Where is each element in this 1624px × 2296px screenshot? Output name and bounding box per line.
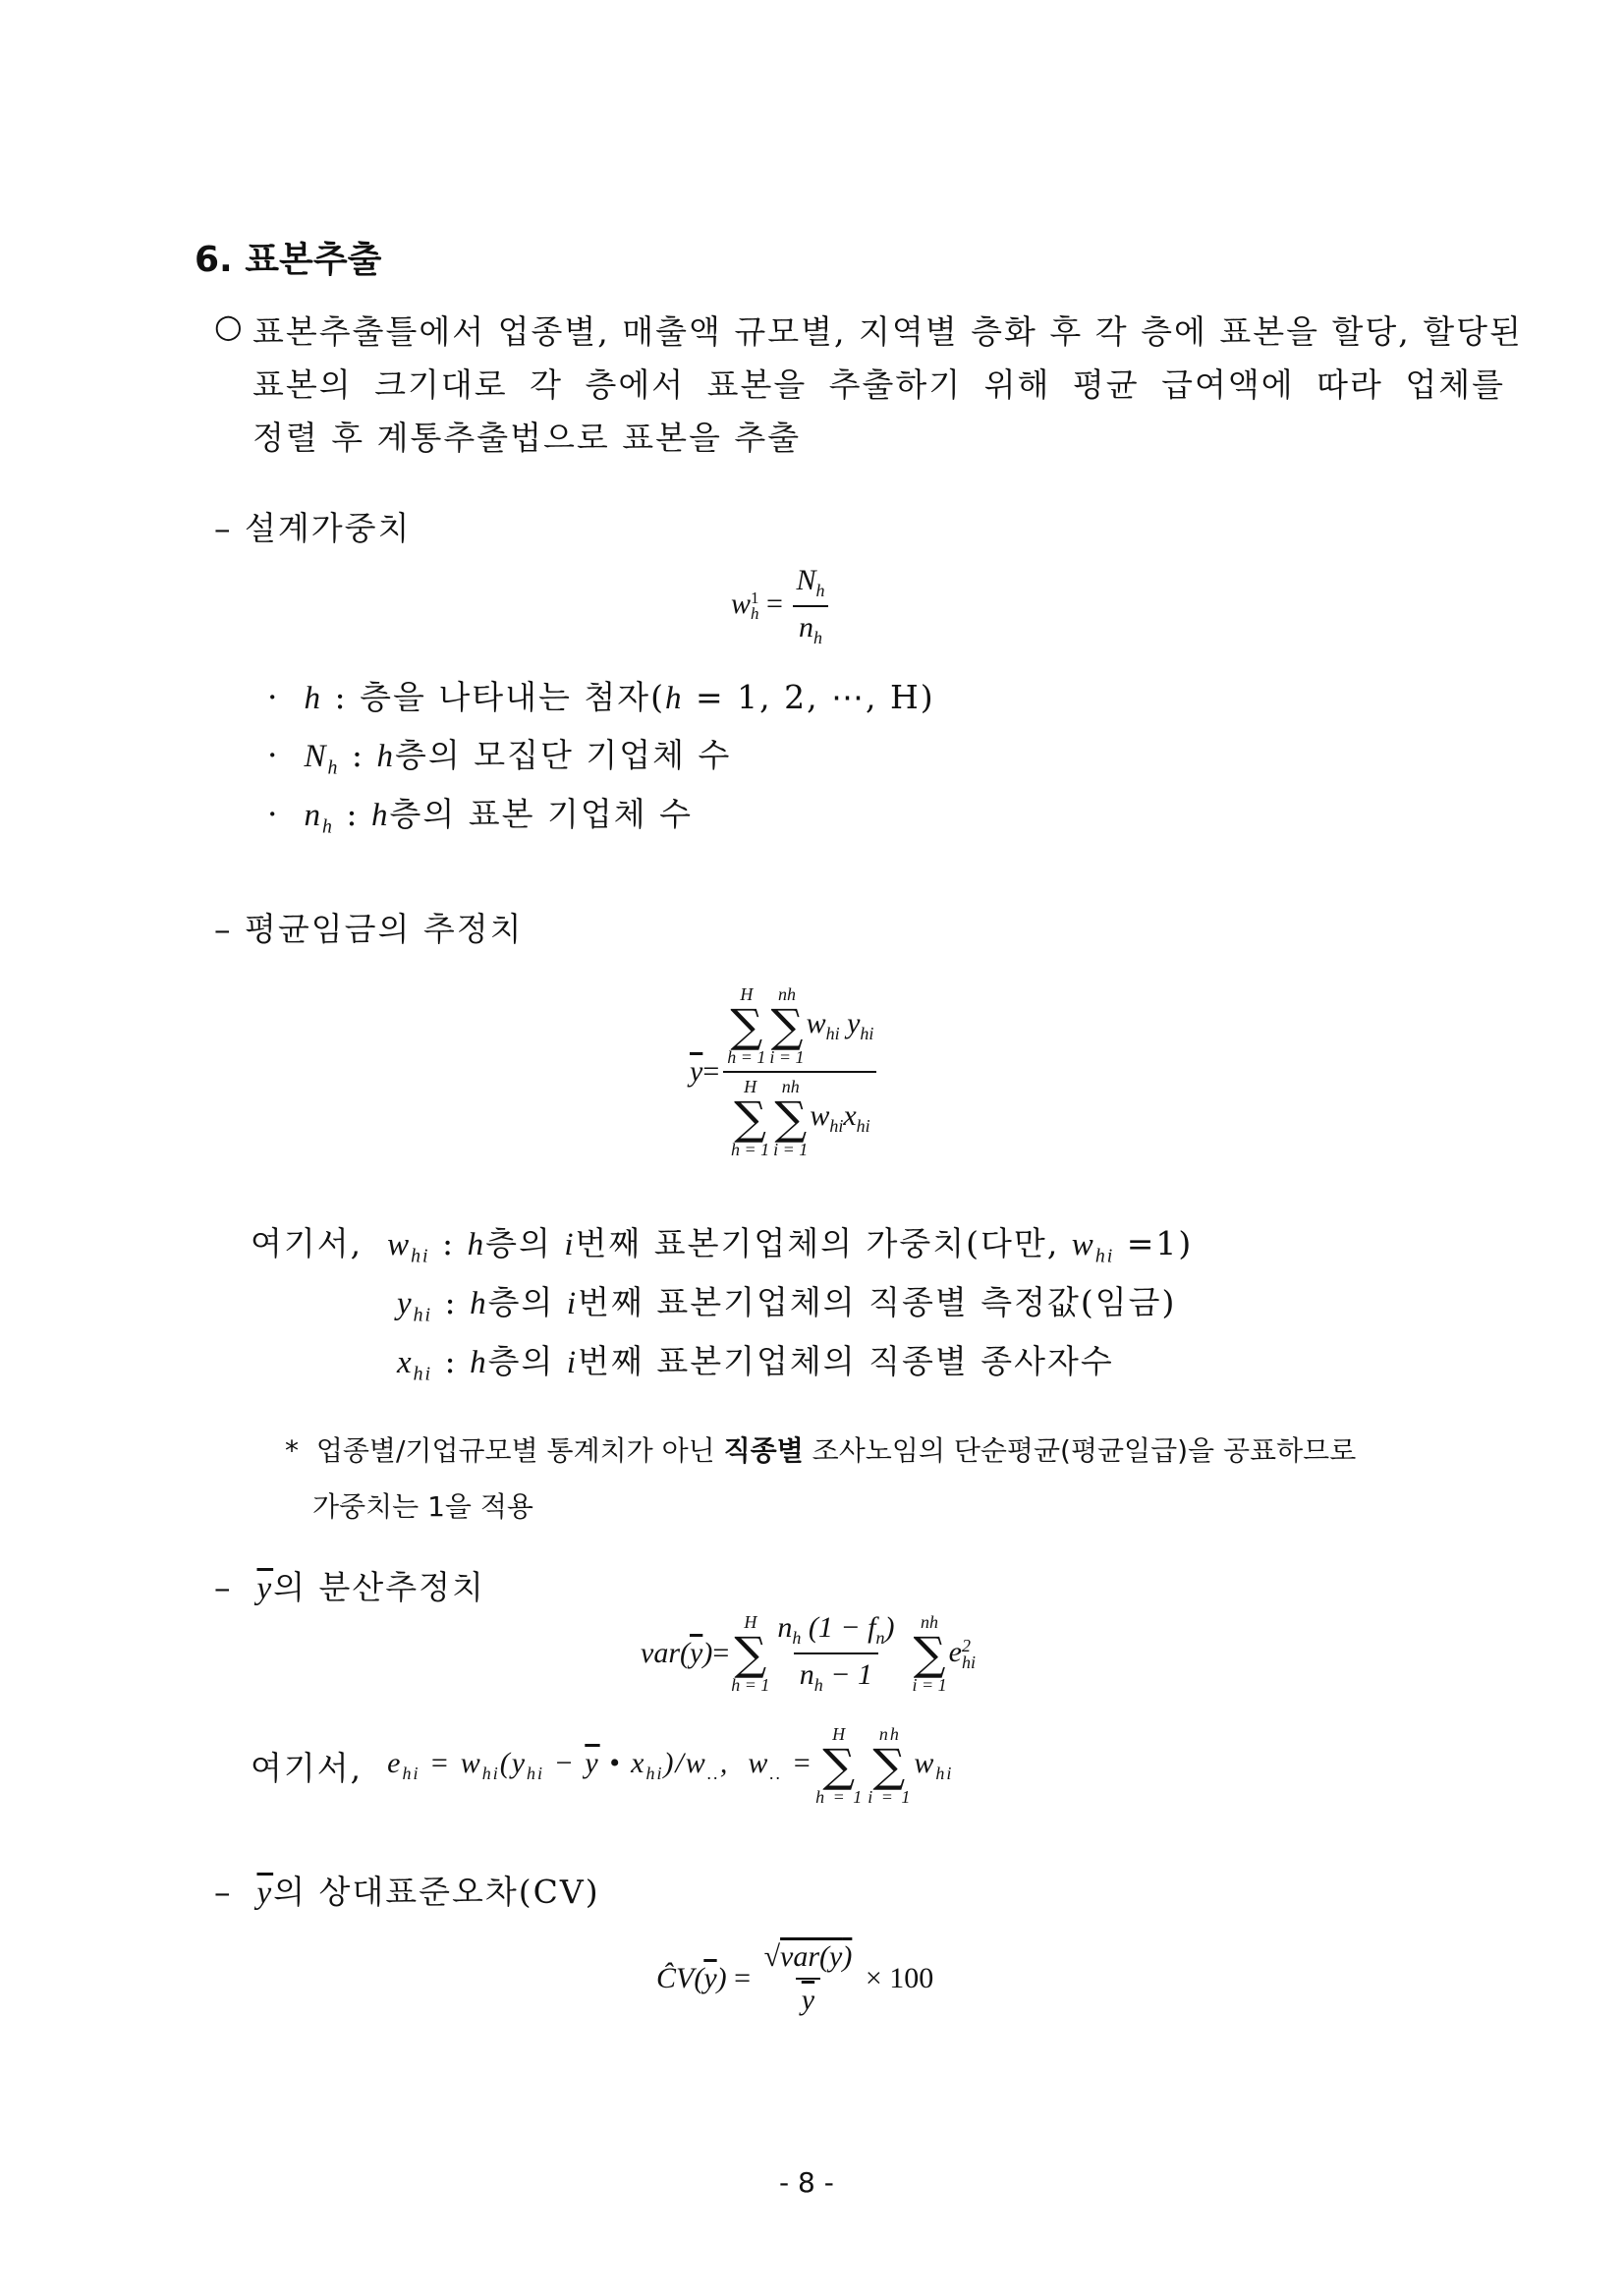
cv-heading: – $\overline{y}$의 상대표준오차(CV) (214, 1873, 600, 1911)
intro-bullet: ○ (214, 307, 245, 345)
section-number: 6. (195, 240, 233, 280)
mean-wage-formula: $\overline{y}$ = H ∑ h = 1 nh ∑ i = 1 $w_{hi}$ $y_{hi}$ H ∑ h = 1 nh ∑ i = 1 $w_{hi}x_{hi}$ (690, 984, 879, 1159)
where-y: $y_{hi}$ : h층의 i번째 표본기업체의 직종별 측정값(임금) (397, 1283, 1177, 1326)
cv-formula: $ĈV(\overline{y})$ = $\frac{\text{√var(y)}}{y}$ × 100 (656, 1940, 934, 2016)
intro-line-2: 표본의 크기대로 각 층에서 표본을 추출하기 위해 평균 급여액에 따라 업체를 (252, 365, 1505, 404)
variance-formula: $var(\overline{y})$ = H ∑ h = 1 $\frac{n_h (1 - f_n)}{n_h - 1}$ nh ∑ i = 1 e 2 hi (641, 1611, 976, 1695)
footnote-line-2: 가중치는 1을 적용 (312, 1490, 533, 1523)
intro-line-1: 표본추출틀에서 업종별, 매출액 규모별, 지역별 층화 후 각 층에 표본을 할당, 할당된 (252, 312, 1523, 351)
design-weight-heading: – 설계가중치 (214, 509, 412, 547)
design-weight-formula: w 1 h = $\frac{N_h}{n_h}$ (731, 564, 830, 648)
where-w: 여기서, $w_{hi}$ : h층의 i번째 표본기업체의 가중치(다만, $w_{hi} =1$) (251, 1224, 1194, 1267)
section-title (195, 232, 381, 282)
where-x: $x_{hi}$ : h층의 i번째 표본기업체의 직종별 종사자수 (397, 1342, 1114, 1385)
def-n-h: · $n_h$ : h층의 표본 기업체 수 (267, 795, 693, 838)
variance-heading: – $\overline{y}$의 분산추정치 (214, 1568, 485, 1606)
footnote-line-1: * 업종별/기업규모별 통계치가 아닌 직종별 조사노임의 단순평균(평균일급)을 공표하므로 (285, 1434, 1357, 1467)
section-title-text: 표본추출 (245, 240, 382, 280)
variance-where: 여기서, $e_{hi} = w_{hi}(y_{hi} - \overline{y}$ • $x_{hi})/w_{..}$, $w_{..}$ = H ∑ h = 1 nh ∑ i = 1 $w_{hi}$ (251, 1724, 954, 1807)
def-N-h: · $N_h$ : h층의 모집단 기업체 수 (267, 736, 732, 779)
def-h: · h : 층을 나타내는 첨자(h = 1, 2, ⋯, H) (267, 678, 935, 716)
page-number: - 8 - (779, 2166, 834, 2199)
mean-wage-heading: – 평균임금의 추정치 (214, 910, 524, 948)
intro-line-3: 정렬 후 계통추출법으로 표본을 추출 (252, 419, 802, 457)
